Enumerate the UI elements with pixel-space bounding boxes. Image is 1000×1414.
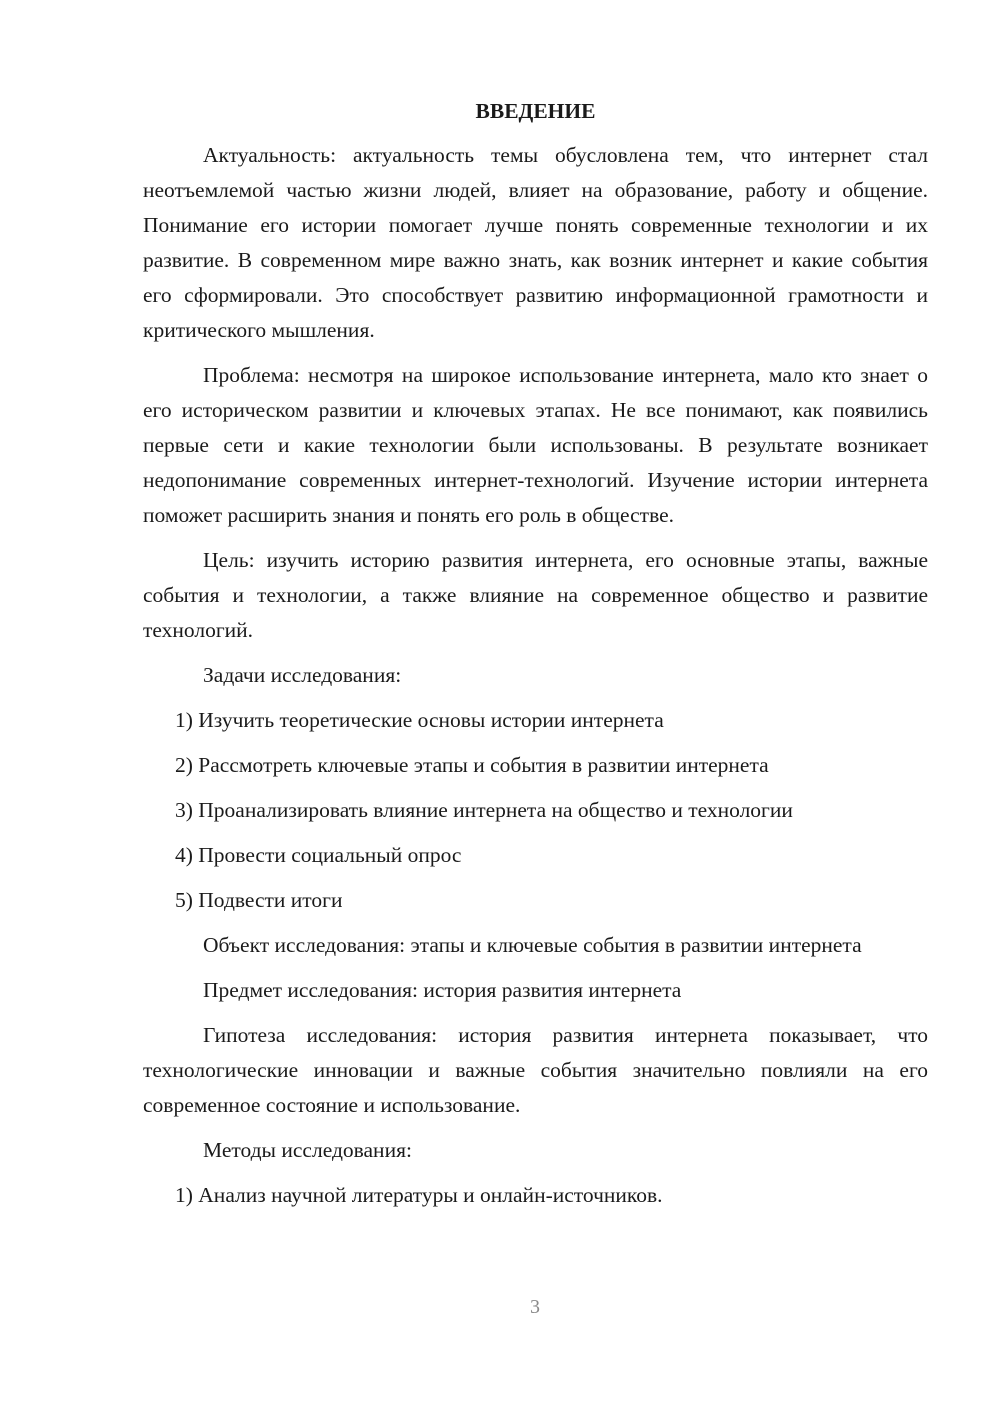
hypothesis-paragraph: Гипотеза исследования: история развития интернета показывает, что технологические инновации и важные события значительно повлияли на его современное состояние и использование. <box>143 1023 928 1117</box>
method-item: 1) Анализ научной литературы и онлайн-источников. <box>175 1183 663 1207</box>
page-number: 3 <box>530 1296 540 1318</box>
relevance-paragraph: Актуальность: актуальность темы обусловлена тем, что интернет стал неотъемлемой частью жизни людей, влияет на образование, работу и общение. Понимание его истории помогает лучше понять современные технологии и их развитие. В современном мире важно знать, как возник интернет и какие события его сформировали. Это способствует развитию информационной грамотности и критического мышления. <box>143 143 928 342</box>
task-item: 5) Подвести итоги <box>175 888 343 912</box>
task-item: 1) Изучить теоретические основы истории интернета <box>175 708 664 732</box>
subject-paragraph: Предмет исследования: история развития интернета <box>203 978 682 1002</box>
task-item: 3) Проанализировать влияние интернета на общество и технологии <box>175 798 793 822</box>
task-item: 2) Рассмотреть ключевые этапы и события в развитии интернета <box>175 753 769 777</box>
methods-heading: Методы исследования: <box>203 1138 412 1162</box>
goal-paragraph: Цель: изучить историю развития интернета, его основные этапы, важные события и технологии, а также влияние на современное общество и развитие технологий. <box>143 548 928 642</box>
tasks-list <box>143 703 928 918</box>
section-title: ВВЕДЕНИЕ <box>475 99 596 123</box>
object-paragraph: Объект исследования: этапы и ключевые события в развитии интернета <box>203 933 862 957</box>
task-item: 4) Провести социальный опрос <box>175 843 462 867</box>
tasks-heading: Задачи исследования: <box>203 663 402 687</box>
problem-paragraph: Проблема: несмотря на широкое использование интернета, мало кто знает о его историческом развитии и ключевых этапах. Не все понимают, как появились первые сети и какие технологии были использованы. В результате возникает недопонимание современных интернет-технологий. Изучение истории интернета поможет расширить знания и понять его роль в обществе. <box>143 363 928 527</box>
document-page <box>143 96 928 1223</box>
methods-list <box>143 1178 928 1213</box>
